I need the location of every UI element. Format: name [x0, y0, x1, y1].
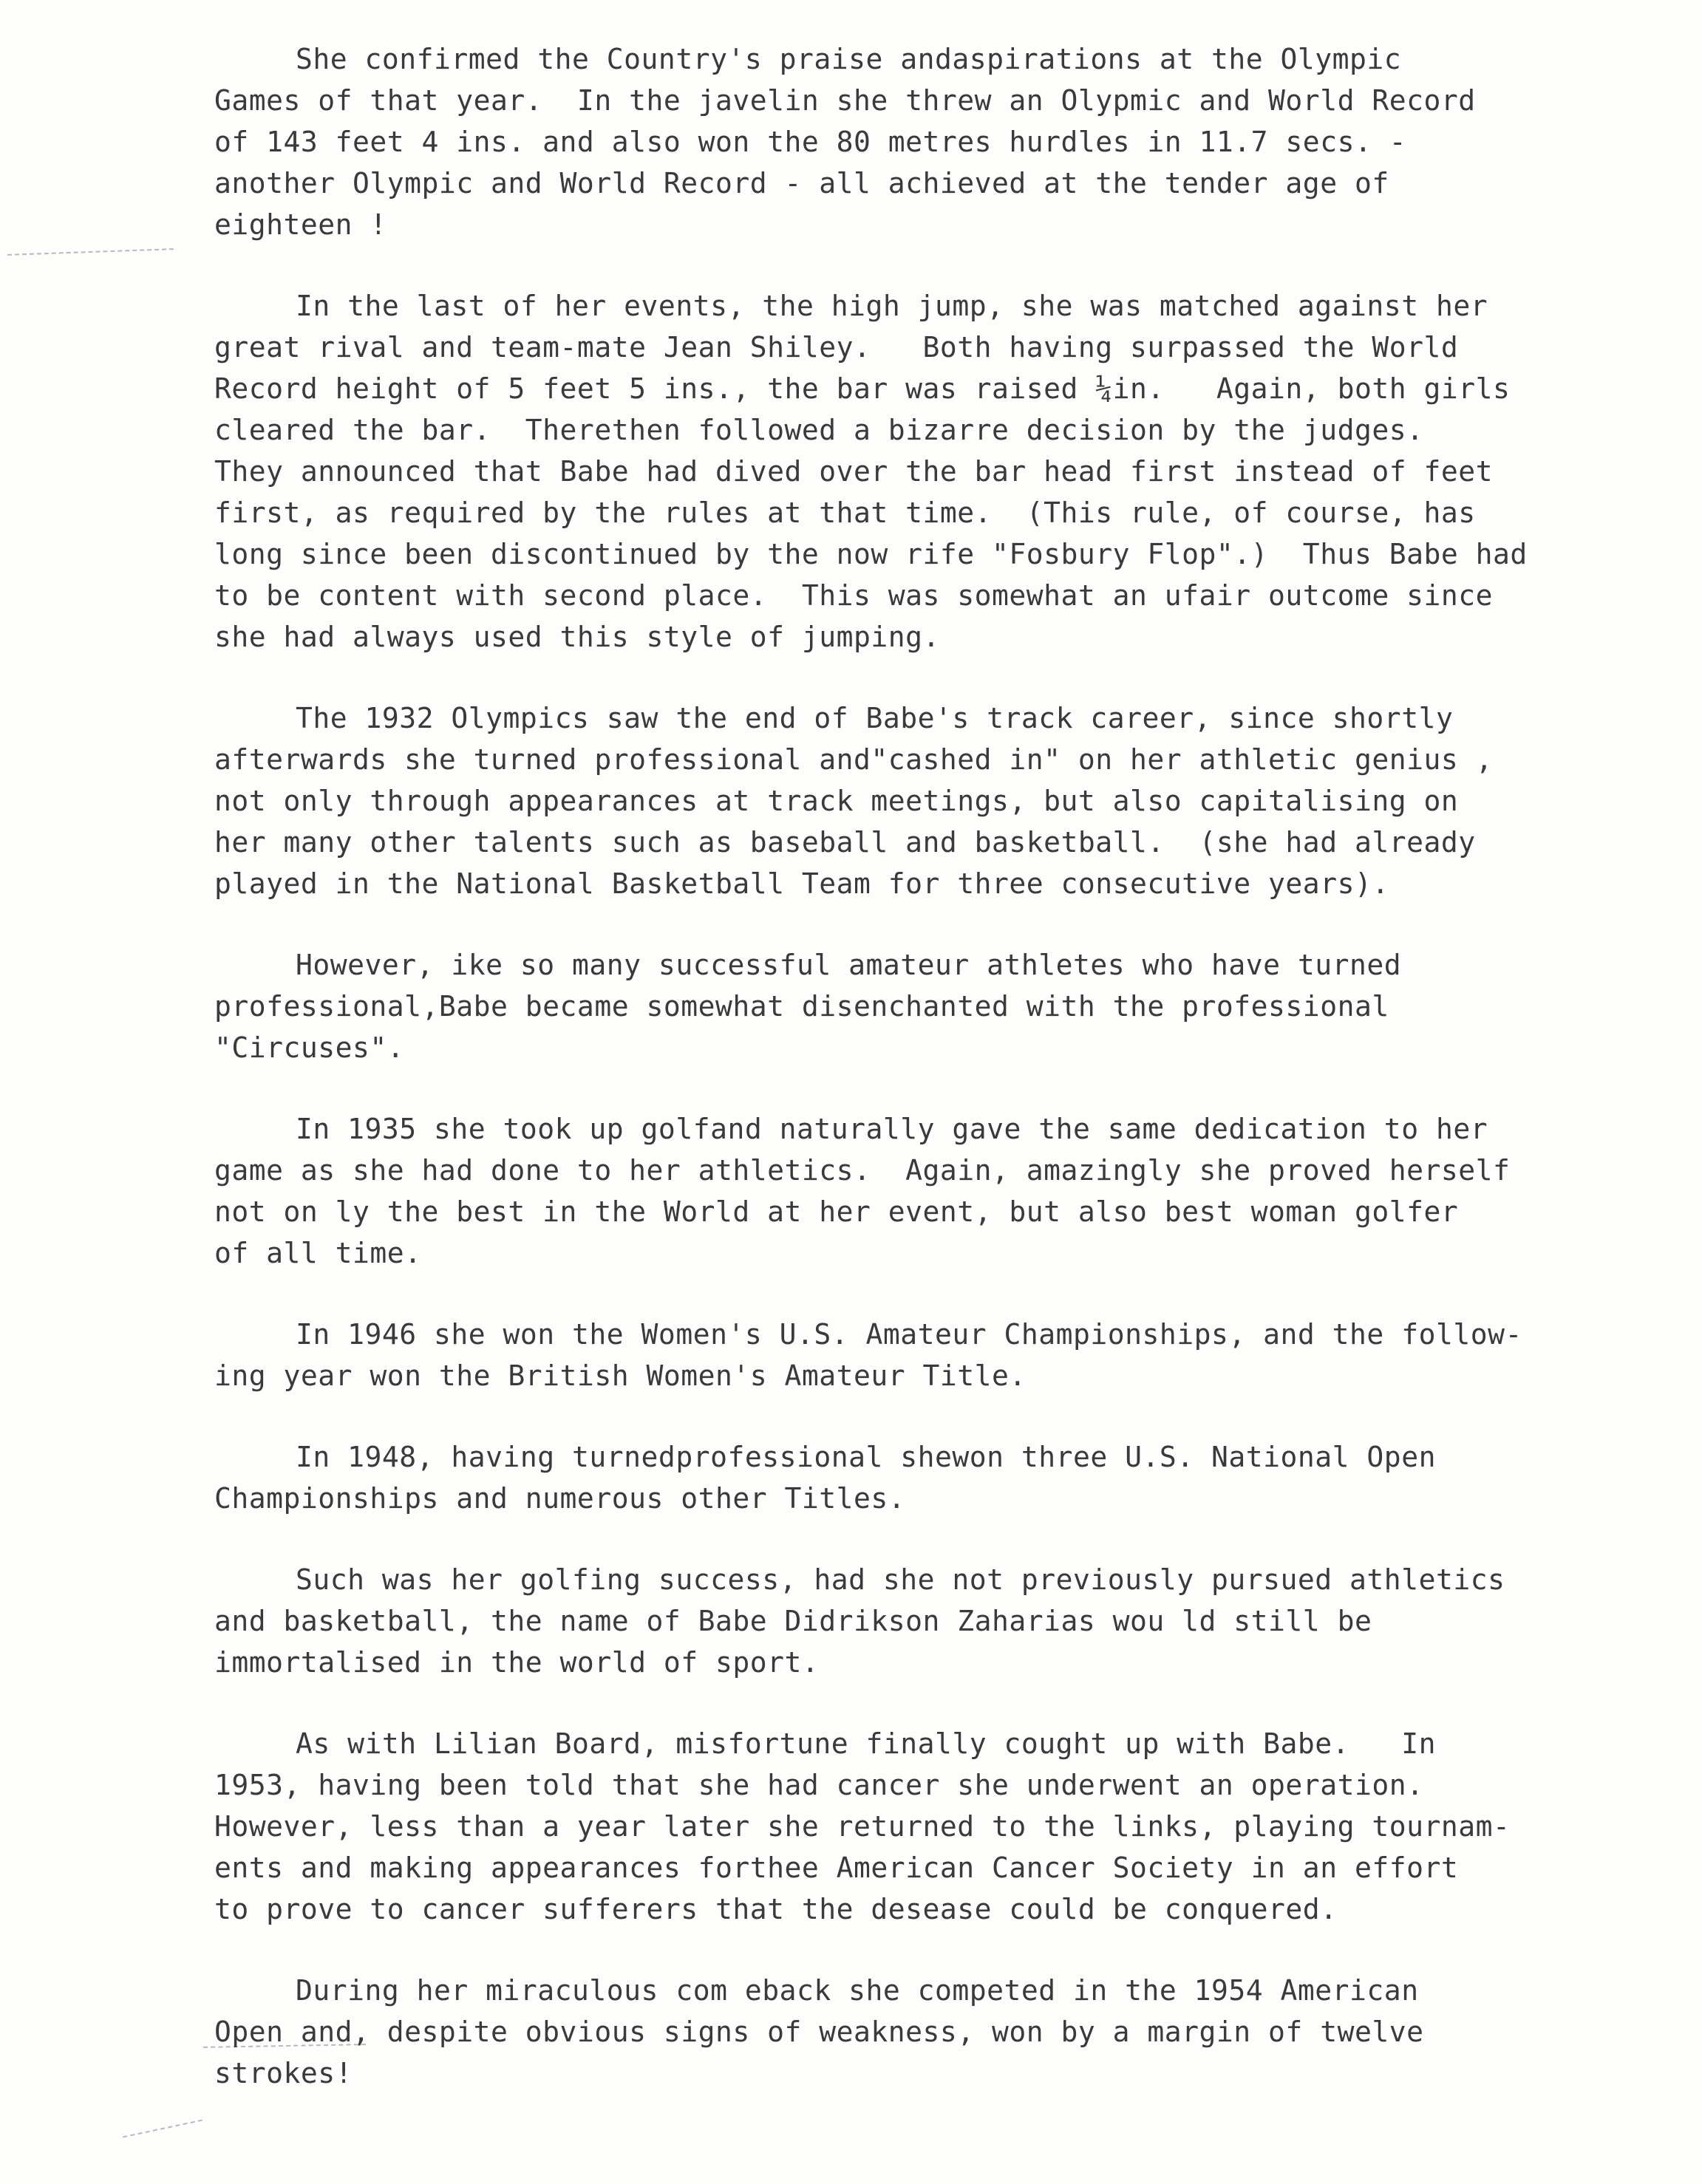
text-line: game as she had done to her athletics. Again, amazingly she proved herself	[214, 1154, 1511, 1187]
text-line: However, ike so many successful amateur athletes who have turned	[296, 949, 1402, 981]
stray-mark-top	[7, 248, 174, 256]
paragraph-track-career-end	[214, 697, 1559, 904]
paragraph-comeback	[214, 1970, 1559, 2094]
text-line: During her miraculous com eback she competed in the 1954 American	[296, 1974, 1419, 2007]
text-line: ing year won the British Women's Amateur Title.	[214, 1359, 1027, 1392]
text-line: The 1932 Olympics saw the end of Babe's track career, since shortly	[296, 702, 1454, 734]
text-line: played in the National Basketball Team for three consecutive years).	[214, 867, 1389, 900]
text-line: afterwards she turned professional and"cashed in" on her athletic genius ,	[214, 743, 1493, 776]
text-line: her many other talents such as baseball and basketball. (she had already	[214, 826, 1476, 859]
text-line: strokes!	[214, 2057, 353, 2089]
text-line: to be content with second place. This was somewhat an ufair outcome since	[214, 579, 1493, 612]
text-line: first, as required by the rules at that time. (This rule, of course, has	[214, 496, 1476, 529]
paragraph-disenchanted	[214, 944, 1559, 1068]
text-line: long since been discontinued by the now rife "Fosbury Flop".) Thus Babe had	[214, 538, 1528, 570]
text-line: 1953, having been told that she had cancer she underwent an operation.	[214, 1769, 1424, 1801]
text-line: she had always used this style of jumping.	[214, 621, 940, 653]
text-line: professional,Babe became somewhat disenchanted with the professional	[214, 990, 1389, 1023]
text-line: to prove to cancer sufferers that the desease could be conquered.	[214, 1893, 1338, 1925]
text-line: In 1948, having turnedprofessional shewon three U.S. National Open	[296, 1441, 1436, 1473]
text-line: Championships and numerous other Titles.	[214, 1482, 906, 1515]
text-line: She confirmed the Country's praise andaspirations at the Olympic	[296, 43, 1402, 75]
text-line: not only through appearances at track meetings, but also capitalising on	[214, 785, 1459, 817]
paragraph-high-jump	[214, 285, 1559, 658]
text-line: However, less than a year later she returned to the links, playing tournam-	[214, 1810, 1511, 1843]
text-line: eighteen !	[214, 208, 387, 241]
text-line: of all time.	[214, 1237, 422, 1269]
text-line: Record height of 5 feet 5 ins., the bar was raised ¼in. Again, both girls	[214, 372, 1511, 405]
stray-mark-bottom	[123, 2120, 202, 2138]
paragraph-cancer	[214, 1723, 1559, 1930]
text-line: In 1935 she took up golfand naturally gave the same dedication to her	[296, 1113, 1488, 1145]
text-line: They announced that Babe had dived over the bar head first instead of feet	[214, 455, 1493, 488]
text-line: ents and making appearances forthee American Cancer Society in an effort	[214, 1852, 1459, 1884]
text-line: Games of that year. In the javelin she threw an Olypmic and World Record	[214, 84, 1476, 117]
paragraph-olympic-records	[214, 38, 1559, 245]
paragraph-golf-1935	[214, 1108, 1559, 1274]
text-line: immortalised in the world of sport.	[214, 1646, 820, 1679]
text-line: of 143 feet 4 ins. and also won the 80 metres hurdles in 11.7 secs. -	[214, 126, 1407, 158]
text-line: In 1946 she won the Women's U.S. Amateur Championships, and the follow-	[296, 1318, 1522, 1351]
text-line: Open and, despite obvious signs of weakness, won by a margin of twelve	[214, 2016, 1424, 2048]
text-line: As with Lilian Board, misfortune finally cought up with Babe. In	[296, 1727, 1436, 1760]
text-line: In the last of her events, the high jump, she was matched against her	[296, 290, 1488, 322]
paragraph-1948-professional	[214, 1436, 1559, 1519]
text-line: "Circuses".	[214, 1031, 405, 1064]
paragraph-1946-championships	[214, 1314, 1559, 1396]
text-line: cleared the bar. Therethen followed a bizarre decision by the judges.	[214, 414, 1424, 446]
document-body	[214, 38, 1559, 2134]
paragraph-golfing-success	[214, 1559, 1559, 1683]
text-line: and basketball, the name of Babe Didrikson Zaharias wou ld still be	[214, 1605, 1372, 1637]
text-line: Such was her golfing success, had she not previously pursued athletics	[296, 1563, 1505, 1596]
text-line: another Olympic and World Record - all achieved at the tender age of	[214, 167, 1389, 199]
text-line: great rival and team-mate Jean Shiley. Both having surpassed the World	[214, 331, 1459, 364]
text-line: not on ly the best in the World at her event, but also best woman golfer	[214, 1195, 1459, 1228]
